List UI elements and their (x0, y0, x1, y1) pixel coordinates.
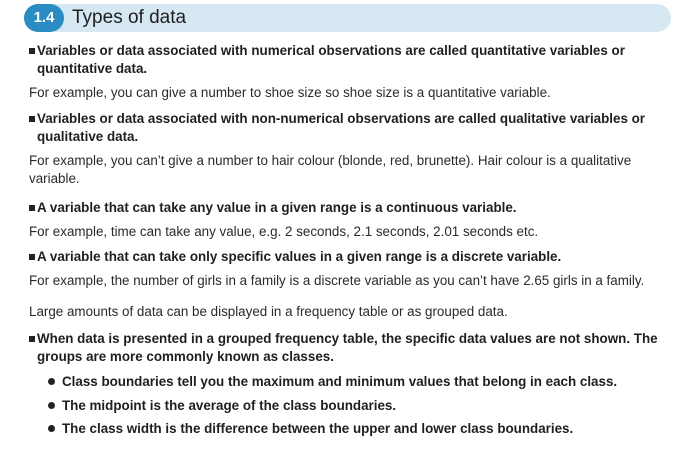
bullet-discrete-definition: A variable that can take only specific values in a given range is a discrete variable. (37, 248, 667, 266)
bullet-grouped-frequency: When data is presented in a grouped frequency table, the specific data values are not shown. The groups are more commonly known as classes. (37, 330, 667, 366)
paragraph-frequency-table: Large amounts of data can be displayed in a frequency table or as grouped data. (29, 304, 508, 319)
section-title: Types of data (72, 7, 187, 28)
example-quantitative: For example, you can give a number to shoe size so shoe size is a quantitative variable. (29, 85, 551, 100)
bullet-continuous-definition: A variable that can take any value in a given range is a continuous variable. (37, 199, 667, 217)
sub-bullet-midpoint: The midpoint is the average of the class boundaries. (62, 397, 672, 415)
bullet-qualitative-definition: Variables or data associated with non-numerical observations are called qualitative variables or qualitative data. (37, 110, 667, 146)
sub-bullet-class-width: The class width is the difference between the upper and lower class boundaries. (62, 420, 672, 438)
example-discrete: For example, the number of girls in a family is a discrete variable as you can’t have 2.65 girls in a family. (29, 273, 645, 288)
sub-bullet-class-boundaries: Class boundaries tell you the maximum and minimum values that belong in each class. (62, 373, 672, 391)
bullet-quantitative-definition: Variables or data associated with numerical observations are called quantitative variables or quantitative data. (37, 42, 667, 78)
example-qualitative: For example, you can’t give a number to hair colour (blonde, red, brunette). Hair colour is a qualitative variable. (29, 153, 632, 186)
section-number-badge: 1.4 (24, 4, 64, 32)
example-continuous: For example, time can take any value, e.g. 2 seconds, 2.1 seconds, 2.01 seconds etc. (29, 224, 539, 239)
